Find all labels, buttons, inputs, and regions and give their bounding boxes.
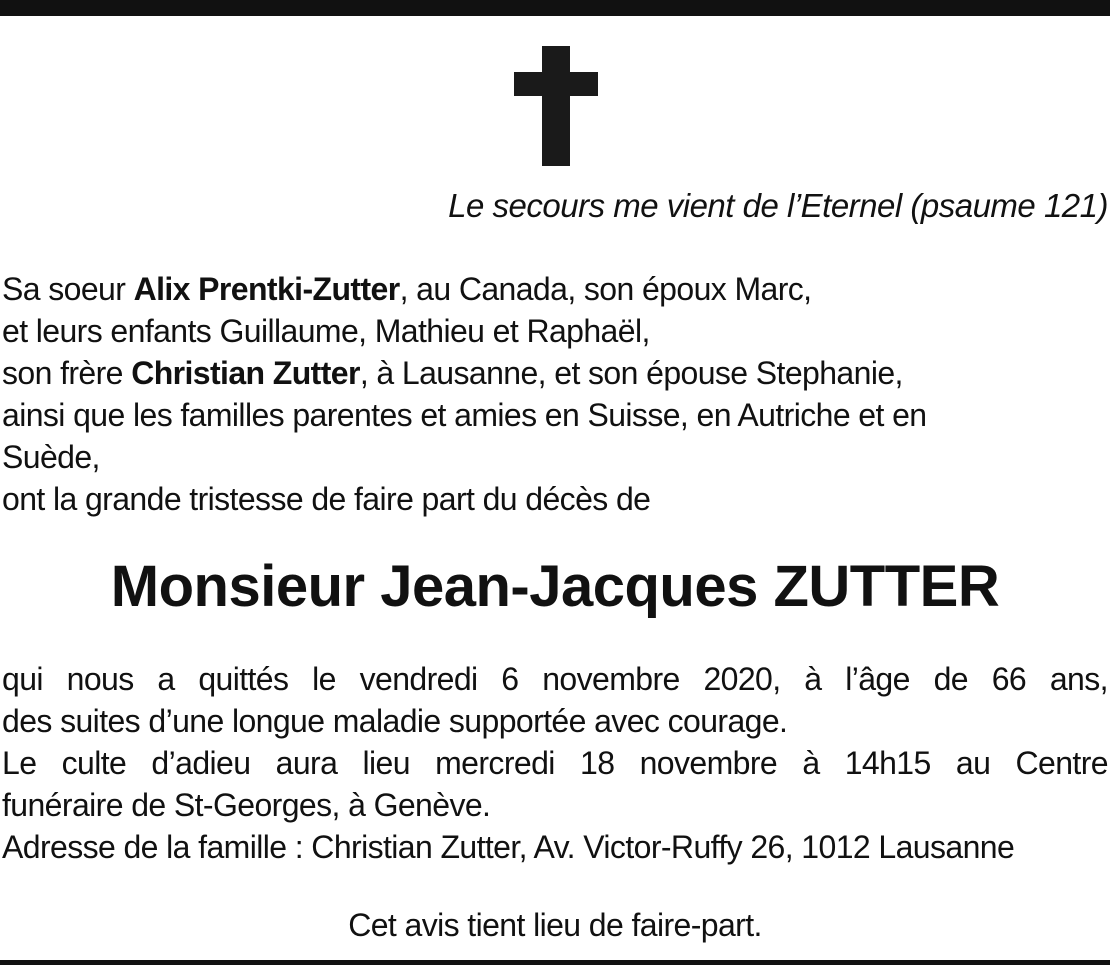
word: qui [2,661,43,697]
closing-note: Cet avis tient lieu de faire-part. [348,907,762,943]
word: de [933,661,968,697]
cross-icon [514,46,598,166]
deceased-name-heading: Monsieur Jean-Jacques ZUTTER [110,554,1000,619]
bottom-border-rule [0,960,1110,965]
word: 18 [580,745,615,781]
details-line-4: funéraire de St-Georges, à Genève. [2,787,491,823]
intro-line-5: Suède, [2,439,100,475]
word: aura [275,745,338,781]
intro-line-1: Sa soeur Alix Prentki-Zutter, au Canada, son époux Marc, [2,271,812,307]
word: novembre [542,661,680,697]
word: 2020, [703,661,781,697]
word: Centre [1015,745,1108,781]
sister-name: Alix Prentki-Zutter [133,271,400,307]
word: quittés [198,661,289,697]
details-line-3 [2,742,1108,784]
family-address: Adresse de la famille : Christian Zutter, Av. Victor-Ruffy 26, 1012 Lausanne [2,829,1015,865]
funeral-details [2,658,1108,868]
word: 6 [501,661,519,697]
word: novembre [639,745,778,781]
top-border-rule [0,0,1110,16]
word: Le [2,745,37,781]
word: l’âge [845,661,910,697]
word: culte [61,745,127,781]
word: à [802,745,820,781]
brother-name: Christian Zutter [131,355,360,391]
details-line-1 [2,658,1108,700]
word: au [955,745,991,781]
intro-line-3: son frère Christian Zutter, à Lausanne, et son épouse Stephanie, [2,355,903,391]
word: 14h15 [844,745,931,781]
word: mercredi [435,745,555,781]
intro-line-2: et leurs enfants Guillaume, Mathieu et Raphaël, [2,313,650,349]
word: ans, [1049,661,1108,697]
word: lieu [362,745,410,781]
word: vendredi [359,661,478,697]
intro-line-4: ainsi que les familles parentes et amies en Suisse, en Autriche et en [2,397,927,433]
word: d’adieu [151,745,251,781]
word: 66 [991,661,1027,697]
word: nous [66,661,134,697]
word: à [804,661,822,697]
word: le [312,661,336,697]
family-announcement [2,268,1102,520]
details-line-2: des suites d’une longue maladie supportée avec courage. [2,703,788,739]
word: a [157,661,175,697]
intro-line-6: ont la grande tristesse de faire part du décès de [2,481,651,517]
epigraph-quote: Le secours me vient de l’Eternel (psaume 121) [448,187,1108,224]
